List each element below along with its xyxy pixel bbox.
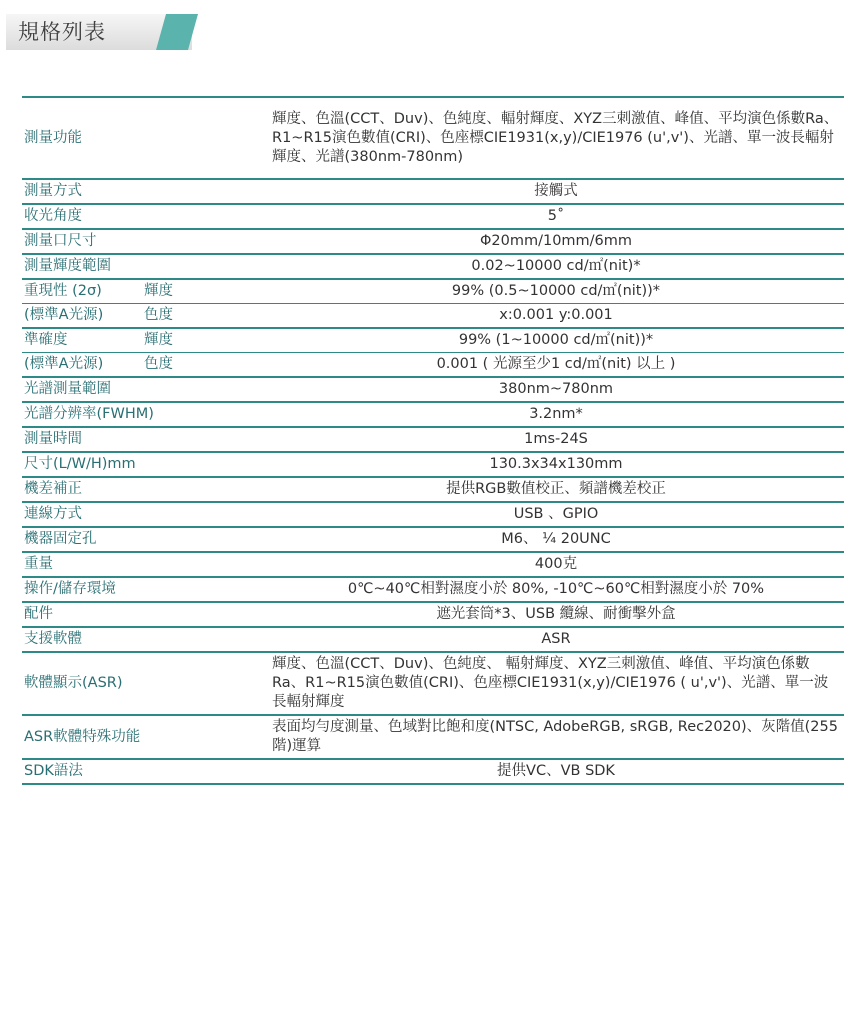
row-label: ASR軟體特殊功能 [24,728,141,745]
row-value: 提供VC、VB SDK [497,763,615,779]
row-value: 130.3x34x130mm [489,456,623,472]
row-label: 連線方式 [24,506,82,522]
row-label-main: (標準A光源) [24,356,104,372]
row-value: 0.02~10000 cd/㎡(nit)* [471,258,641,274]
row-label: 測量時間 [24,431,82,447]
row-label: 操作/儲存環境 [24,581,116,597]
row-label: 配件 [24,606,53,622]
row-label [22,328,268,353]
row-label-main: (標準A光源) [24,307,104,323]
table-row [22,377,844,402]
row-label: 測量輝度範圍 [24,258,111,274]
row-label: 支援軟體 [24,631,82,647]
row-sublabel: 色度 [144,356,173,372]
table-row [22,204,844,229]
row-label [22,279,268,304]
row-value: 400克 [534,556,578,572]
row-value: x:0.001 y:0.001 [499,307,613,323]
row-label: 重量 [24,556,53,572]
table-row [22,477,844,502]
row-value: 380nm~780nm [498,381,614,397]
row-value: 輝度、色溫(CCT、Duv)、色純度、輻射輝度、XYZ三刺激值、峰值、平均演色係數Ra、R1~R15演色數值(CRI)、色座標CIE1931(x,y)/CIE1976 (u',v')、光譜、單一波長輻射輝度、光譜(380nm-780nm) [272,110,839,165]
table-row [22,602,844,627]
table-row [22,552,844,577]
row-value: 5˚ [547,208,565,224]
table-row [22,759,844,784]
table-row [22,652,844,715]
row-label: 測量口尺寸 [24,233,97,249]
row-sublabel: 色度 [144,307,173,323]
table-row [22,279,844,304]
row-value: ASR [541,631,571,647]
section-title: 規格列表 [18,20,106,44]
row-label: 尺寸(L/W/H)mm [24,456,136,472]
table-row [22,577,844,602]
row-value: 1ms-24S [524,431,588,447]
table-row [22,179,844,204]
row-label: SDK語法 [24,763,83,779]
row-value: Φ20mm/10mm/6mm [479,233,633,249]
table-row [22,328,844,353]
spec-table [22,96,844,785]
table-row [22,527,844,552]
row-label: 測量功能 [24,129,82,146]
table-row [22,353,844,378]
row-label: 光譜測量範圍 [24,381,111,397]
row-label [22,304,268,329]
row-label-main: 重現性 (2σ) [24,283,102,299]
row-label: 光譜分辨率(FWHM) [24,406,154,422]
row-label: 測量方式 [24,183,82,199]
row-label: 機器固定孔 [24,531,97,547]
row-value: 99% (1~10000 cd/㎡(nit))* [458,332,654,348]
row-label: 機差補正 [24,481,82,497]
row-value: 0.001 ( 光源至少1 cd/㎡(nit) 以上 ) [436,356,676,372]
table-row [22,304,844,329]
table-row [22,715,844,759]
table-row [22,427,844,452]
row-value: 3.2nm* [529,406,583,422]
table-row [22,627,844,652]
table-row [22,402,844,427]
section-header [6,14,192,50]
row-sublabel: 輝度 [144,283,173,299]
row-label: 軟體顯示(ASR) [24,675,123,691]
row-value: 表面均勻度測量、色域對比飽和度(NTSC, AdobeRGB, sRGB, Rec2020)、灰階值(255階)運算 [272,719,838,754]
table-row [22,97,844,179]
row-label [22,353,268,378]
table-row [22,502,844,527]
row-value: 遮光套筒*3、USB 纜線、耐衝擊外盒 [436,606,676,622]
row-value: 輝度、色溫(CCT、Duv)、色純度、 輻射輝度、XYZ三刺激值、峰值、平均演色係數Ra、R1~R15演色數值(CRI)、色座標CIE1931(x,y)/CIE1976 ( u',v')、光譜、單一波長輻射輝度 [272,656,829,710]
table-row [22,229,844,254]
row-value: 接觸式 [534,183,578,199]
row-value: 0℃~40℃相對濕度小於 80%, -10℃~60℃相對濕度小於 70% [347,581,765,597]
row-label-main: 準確度 [24,332,68,348]
row-value: USB 、GPIO [513,506,599,522]
row-value: M6、 ¼ 20UNC [501,531,611,547]
row-label: 收光角度 [24,208,82,224]
row-value: 99% (0.5~10000 cd/㎡(nit))* [451,283,661,299]
row-value: 提供RGB數值校正、頻譜機差校正 [446,481,666,497]
table-row [22,254,844,279]
row-sublabel: 輝度 [144,332,173,348]
table-row [22,452,844,477]
